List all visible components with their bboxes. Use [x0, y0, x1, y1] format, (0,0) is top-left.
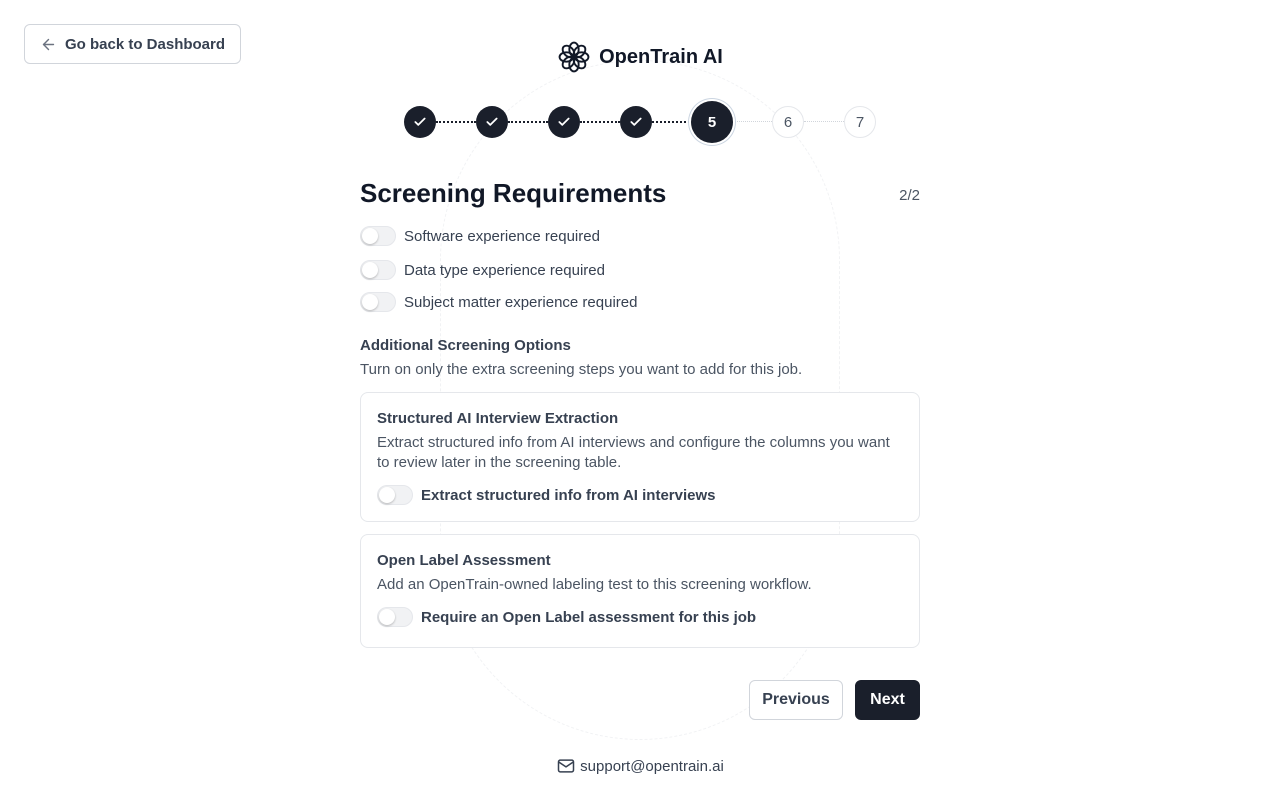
- brand-logo: [0, 40, 1280, 74]
- extraction-toggle-row: [377, 485, 903, 505]
- back-button-label: Go back to Dashboard: [65, 35, 226, 53]
- step-2[interactable]: [476, 106, 508, 138]
- toggle-label: Software experience required: [404, 227, 600, 245]
- mail-icon: [556, 756, 576, 776]
- toggle-row-software: [360, 226, 600, 246]
- check-icon: [557, 115, 571, 129]
- card-title: Structured AI Interview Extraction: [377, 410, 619, 427]
- card-description: Add an OpenTrain-owned labeling test to this screening workflow.: [377, 576, 812, 593]
- card-description: Extract structured info from AI interviews and configure the columns you want to review later in the screening table.: [377, 434, 890, 471]
- toggle-label: Subject matter experience required: [404, 293, 638, 311]
- toggle-label: Extract structured info from AI interviews: [421, 486, 716, 504]
- step-connector: [804, 121, 844, 122]
- check-icon: [629, 115, 643, 129]
- require-open-label-assessment-toggle[interactable]: [377, 607, 413, 627]
- toggle-label: Data type experience required: [404, 261, 605, 279]
- ai-interview-extraction-card: [360, 392, 920, 522]
- card-title: Open Label Assessment: [377, 552, 551, 569]
- additional-options-description: Turn on only the extra screening steps you want to add for this job.: [360, 361, 803, 378]
- toggle-row-subject-matter: [360, 292, 637, 312]
- open-label-assessment-card: [360, 534, 920, 648]
- step-connector: [508, 121, 548, 123]
- toggle-knob: [379, 487, 395, 503]
- software-experience-toggle[interactable]: [360, 226, 396, 246]
- step-1[interactable]: [404, 106, 436, 138]
- support-footer: [0, 756, 1280, 776]
- step-6: 6: [772, 106, 804, 138]
- extract-structured-info-toggle[interactable]: [377, 485, 413, 505]
- additional-options-title: Additional Screening Options: [360, 337, 571, 354]
- toggle-knob: [362, 294, 378, 310]
- brand-name: OpenTrain AI: [599, 45, 723, 68]
- data-type-experience-toggle[interactable]: [360, 260, 396, 280]
- progress-stepper: [404, 101, 876, 143]
- step-7: 7: [844, 106, 876, 138]
- toggle-knob: [362, 228, 378, 244]
- support-email-link[interactable]: support@opentrain.ai: [580, 757, 724, 775]
- toggle-knob: [362, 262, 378, 278]
- toggle-row-data-type: [360, 260, 605, 280]
- assessment-toggle-row: [377, 607, 903, 627]
- check-icon: [413, 115, 427, 129]
- toggle-knob: [379, 609, 395, 625]
- next-button[interactable]: Next: [855, 680, 920, 720]
- step-5: 5: [691, 101, 733, 143]
- page-count: 2/2: [899, 187, 920, 204]
- step-connector: [436, 121, 476, 123]
- page-title: Screening Requirements: [360, 178, 667, 208]
- check-icon: [485, 115, 499, 129]
- step-connector: [580, 121, 620, 123]
- step-4[interactable]: [620, 106, 652, 138]
- flower-logo-icon: [557, 40, 591, 74]
- step-connector: [732, 121, 772, 122]
- step-3[interactable]: [548, 106, 580, 138]
- subject-matter-experience-toggle[interactable]: [360, 292, 396, 312]
- toggle-label: Require an Open Label assessment for this job: [421, 608, 757, 626]
- step-connector: [652, 121, 690, 123]
- previous-button[interactable]: Previous: [749, 680, 843, 720]
